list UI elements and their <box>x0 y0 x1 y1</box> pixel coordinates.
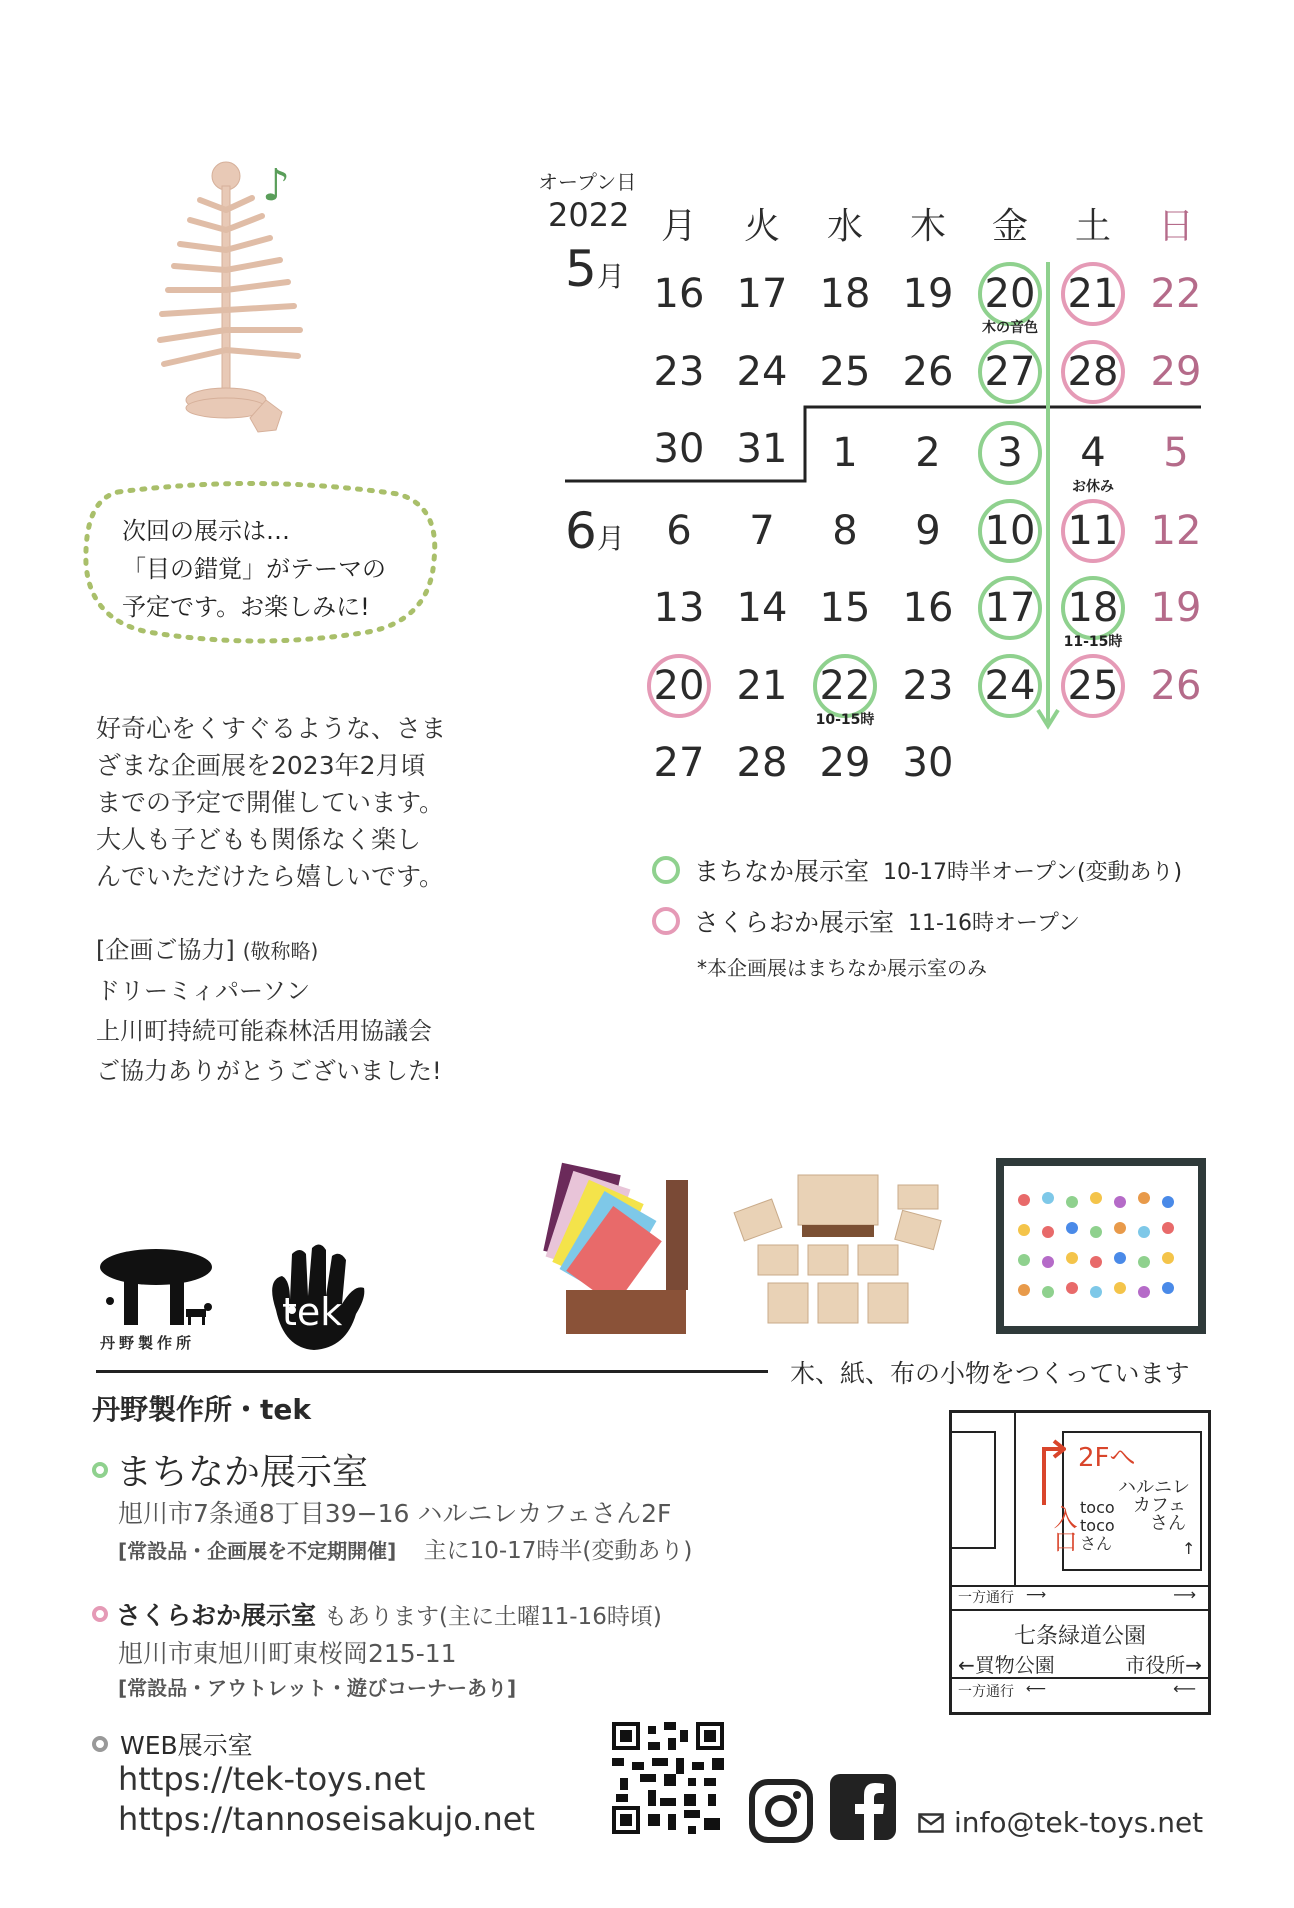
cooperation-thanks: ご協力ありがとうございました! <box>96 1057 442 1085</box>
product-photo-cards <box>528 1160 698 1340</box>
instagram-icon[interactable] <box>748 1778 814 1844</box>
right-arrow-icon: ⟶ <box>1026 1587 1047 1603</box>
day-note: 10-15時 <box>815 712 875 728</box>
description-line: ざまな企画展を2023年2月頃 <box>96 751 426 780</box>
map-road-bottom <box>952 1677 1208 1679</box>
legend-hours: 11-16時オープン <box>908 910 1080 936</box>
machinaka-details <box>118 1532 692 1565</box>
map-up-arrow: ↑ <box>1182 1539 1196 1558</box>
day-cell-open-machinaka: 27 <box>969 333 1051 411</box>
gray-dot-icon <box>92 1736 108 1752</box>
day-cell: 24 <box>736 349 788 395</box>
map-toco-label: toco toco さん <box>1080 1498 1115 1553</box>
day-cell: 17 <box>736 271 788 317</box>
day-cell: 27 <box>653 740 705 786</box>
map-road-mid <box>952 1609 1208 1611</box>
green-dot-icon <box>92 1462 108 1478</box>
day-cell: 15 <box>819 585 871 631</box>
day-cell-open-sakuraoka: 25 <box>1052 647 1134 725</box>
legend-name: さくらおか展示室 <box>694 908 895 937</box>
oneway-label: 一方通行 <box>958 1684 1014 1700</box>
qr-code[interactable] <box>612 1722 724 1834</box>
map-oneway-bottom <box>958 1681 1046 1701</box>
oneway-label: 一方通行 <box>958 1590 1014 1606</box>
company-name: 丹野製作所・tek <box>92 1393 311 1426</box>
footer-divider <box>96 1370 768 1373</box>
description-line: までの予定で開催しています。 <box>96 788 445 817</box>
day-cell-open-machinaka: 3 <box>969 414 1051 492</box>
web-heading <box>92 1726 253 1762</box>
day-note: 11-15時 <box>1063 634 1123 650</box>
cooperation-block <box>96 930 442 1091</box>
weekday-thu: 木 <box>909 206 946 247</box>
music-note-icon: ♪ <box>262 160 291 211</box>
day-cell-open-machinaka: 18 11-15時 <box>1052 569 1134 647</box>
green-circle-marker <box>978 654 1042 718</box>
friday-down-arrow <box>1036 262 1060 732</box>
day-cell-open-sakuraoka: 21 <box>1052 255 1134 333</box>
weekday-mon: 月 <box>660 206 697 247</box>
facebook-icon[interactable] <box>830 1774 896 1840</box>
day-cell: 25 <box>819 349 871 395</box>
sakuraoka-name: さくらおか展示室 <box>116 1601 317 1630</box>
day-cell-open-machinaka: 20 木の音色 <box>969 255 1051 333</box>
green-circle-marker <box>813 654 877 718</box>
day-cell: 5 <box>1163 430 1189 476</box>
day-cell: 21 <box>736 663 788 709</box>
cooperation-honorific: (敬称略) <box>242 939 319 963</box>
map-left-arrow-bottom: ⟵ <box>1173 1679 1196 1698</box>
day-cell: 16 <box>902 585 954 631</box>
month-number: 6 <box>565 502 597 560</box>
pink-circle-marker <box>1061 262 1125 326</box>
map-right-arrow-top: ⟶ <box>1173 1585 1196 1604</box>
day-cell: 9 <box>915 508 941 554</box>
day-cell: 28 <box>736 740 788 786</box>
day-cell: 26 <box>1150 663 1202 709</box>
weekday-fri: 金 <box>991 206 1028 247</box>
day-cell: 12 <box>1150 508 1202 554</box>
machinaka-tag: [常設品・企画展を不定期開催] <box>118 1539 397 1563</box>
cooperator-name: ドリーミィパーソン <box>96 977 311 1005</box>
month-suffix: 月 <box>596 260 625 293</box>
green-circle-marker <box>978 576 1042 640</box>
day-cell: 29 <box>819 740 871 786</box>
machinaka-hours: 主に10-17時半(変動あり) <box>423 1538 693 1564</box>
sakuraoka-address: 旭川市東旭川町東桜岡215-11 <box>118 1639 457 1668</box>
description-line: んでいただけたら嬉しいです。 <box>96 862 445 891</box>
location-map <box>949 1410 1211 1715</box>
day-cell: 7 <box>749 508 775 554</box>
weekday-wed: 水 <box>826 206 863 247</box>
machinaka-address: 旭川市7条通8丁目39−16 ハルニレカフェさん2F <box>118 1499 672 1528</box>
legend-sakuraoka <box>652 903 1080 939</box>
mail-icon <box>918 1813 944 1833</box>
tek-hand-logo <box>262 1240 368 1352</box>
day-cell: 8 <box>832 508 858 554</box>
product-photo-wooden-cards <box>728 1165 950 1335</box>
day-cell: 26 <box>902 349 954 395</box>
day-cell-open-machinaka: 17 <box>969 569 1051 647</box>
next-exhibit-line: 「目の錯覚」がテーマの <box>122 555 386 583</box>
day-cell: 19 <box>902 271 954 317</box>
weekday-tue: 火 <box>743 206 780 247</box>
month-label-may <box>565 240 625 298</box>
legend-hours: 10-17時半オープン(変動あり) <box>883 859 1183 885</box>
description-line: 好奇心をくすぐるような、さま <box>96 714 447 743</box>
month-suffix: 月 <box>596 522 625 555</box>
map-floor-label: 2Fへ <box>1078 1443 1136 1473</box>
web-url-tek[interactable]: https://tek-toys.net <box>118 1760 426 1798</box>
next-exhibit-line: 予定です。お楽しみに! <box>122 593 370 621</box>
next-exhibit-text <box>122 512 386 626</box>
sakuraoka-heading <box>92 1596 662 1632</box>
email-address: info@tek-toys.net <box>954 1806 1204 1839</box>
map-park-label: 七条緑道公園 <box>1013 1624 1146 1649</box>
description-line: 大人も子どもも関係なく楽し <box>96 825 422 854</box>
day-cell: 23 <box>902 663 954 709</box>
day-cell: 1 <box>832 430 858 476</box>
day-cell-open-machinaka: 22 10-15時 <box>804 647 886 725</box>
day-cell: 16 <box>653 271 705 317</box>
month-divider-line <box>565 405 1205 485</box>
map-road-vertical <box>1014 1410 1016 1585</box>
calendar-year: 2022 <box>548 196 630 234</box>
month-label-june <box>565 502 625 560</box>
machinaka-name: まちなか展示室 <box>116 1452 369 1493</box>
legend-footnote: *本企画展はまちなか展示室のみ <box>697 956 987 980</box>
pink-circle-marker <box>1061 499 1125 563</box>
month-number: 5 <box>565 240 597 298</box>
map-oneway-top <box>958 1587 1046 1607</box>
web-label: WEB展示室 <box>120 1731 253 1760</box>
day-cell: 30 <box>653 426 705 472</box>
left-arrow-icon: ⟵ <box>1026 1681 1047 1697</box>
machinaka-heading <box>92 1444 368 1495</box>
entrance-arrow <box>1040 1439 1066 1505</box>
day-cell: 29 <box>1150 349 1202 395</box>
green-circle-marker <box>978 262 1042 326</box>
day-cell-open-sakuraoka: 20 <box>638 647 720 725</box>
green-circle-marker <box>978 340 1042 404</box>
day-cell-open-machinaka: 24 <box>969 647 1051 725</box>
day-cell: 30 <box>902 740 954 786</box>
sakuraoka-note: もあります(主に土曜11-16時頃) <box>324 1603 662 1630</box>
open-day-label: オープン日 <box>538 170 637 194</box>
green-circle-marker <box>1061 576 1125 640</box>
map-cafe-label: ハルニレ カフェ さん <box>1118 1477 1190 1534</box>
day-cell: 14 <box>736 585 788 631</box>
tek-logo-text: tek <box>282 1290 343 1334</box>
next-exhibit-line: 次回の展示は… <box>122 517 290 545</box>
day-cell: 19 <box>1150 585 1202 631</box>
tanno-logo-text: 丹野製作所 <box>100 1334 196 1352</box>
map-left-label: ←買物公園 <box>958 1653 1055 1677</box>
email-contact[interactable] <box>918 1806 1203 1839</box>
weekday-sun: 日 <box>1157 206 1194 247</box>
legend-name: まちなか展示室 <box>694 857 870 886</box>
day-cell: 6 <box>666 508 692 554</box>
day-note: お休み <box>1072 479 1114 495</box>
tree-toy-illustration <box>140 150 320 450</box>
day-cell-open-machinaka: 10 <box>969 492 1051 570</box>
day-cell-open-sakuraoka: 11 <box>1052 492 1134 570</box>
day-cell: 13 <box>653 585 705 631</box>
day-cell: 22 <box>1150 271 1202 317</box>
sakuraoka-tag: [常設品・アウトレット・遊びコーナーあり] <box>118 1676 517 1700</box>
products-caption: 木、紙、布の小物をつくっています <box>790 1359 1190 1388</box>
day-note: 木の音色 <box>982 320 1038 336</box>
day-cell: 31 <box>736 426 788 472</box>
map-right-label: 市役所→ <box>1125 1653 1202 1677</box>
day-cell: 2 <box>915 430 941 476</box>
map-entrance-label: 入口 <box>1049 1505 1077 1553</box>
weekday-sat: 土 <box>1074 206 1111 247</box>
day-cell-open-sakuraoka: 28 <box>1052 333 1134 411</box>
pink-circle-marker <box>1061 340 1125 404</box>
pink-dot-icon <box>92 1606 108 1622</box>
pink-circle-icon <box>652 907 680 935</box>
day-cell-closed: 4 お休み <box>1052 414 1134 492</box>
cooperator-name: 上川町持続可能森林活用協議会 <box>96 1017 432 1045</box>
day-cell: 18 <box>819 271 871 317</box>
pink-circle-marker <box>647 654 711 718</box>
day-cell: 23 <box>653 349 705 395</box>
product-photo-poster <box>996 1158 1206 1334</box>
pink-circle-marker <box>1061 654 1125 718</box>
legend-machinaka <box>652 852 1182 888</box>
green-circle-icon <box>652 856 680 884</box>
web-url-tanno[interactable]: https://tannoseisakujo.net <box>118 1800 535 1838</box>
map-building-left <box>952 1431 996 1549</box>
cooperation-heading: [企画ご協力] <box>96 936 235 964</box>
exhibit-description <box>96 710 446 895</box>
green-circle-marker <box>978 499 1042 563</box>
